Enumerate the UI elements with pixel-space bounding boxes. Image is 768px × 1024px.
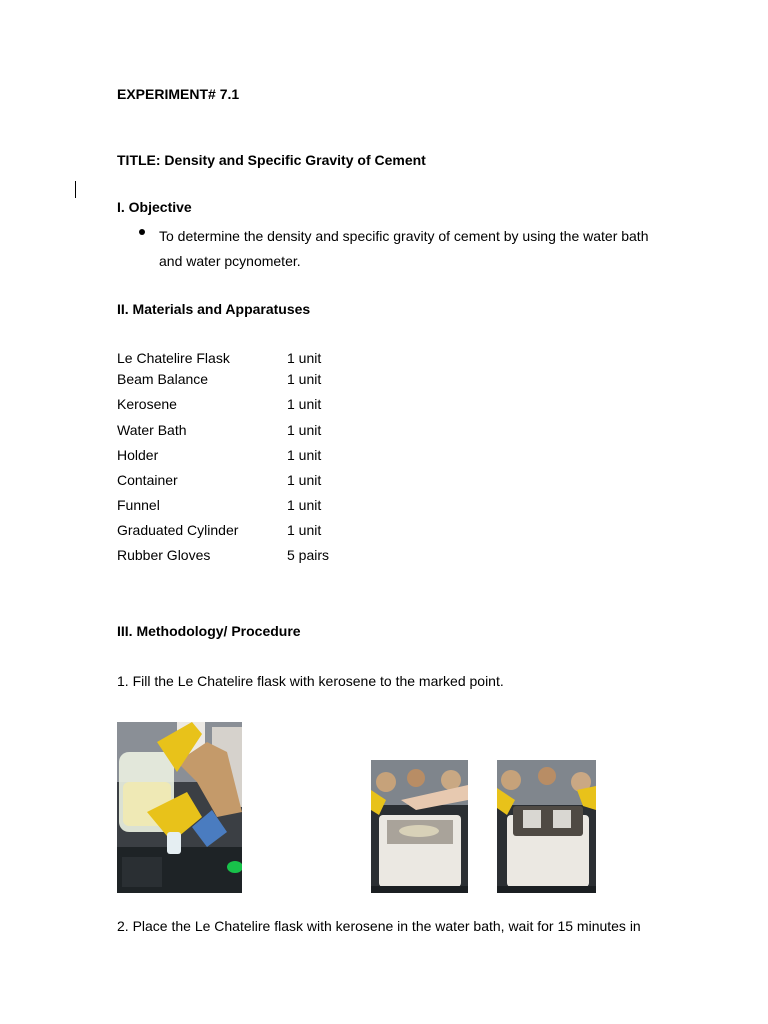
material-qty: 5 pairs [287,547,330,563]
material-qty: 1 unit [287,396,322,412]
materials-heading: II. Materials and Apparatuses [117,301,311,317]
material-name: Rubber Gloves [117,547,211,563]
material-qty: 1 unit [287,522,322,538]
material-qty: 1 unit [287,447,322,463]
document-title: TITLE: Density and Specific Gravity of Cement [117,152,426,168]
material-name: Kerosene [117,396,177,412]
photo-pouring-kerosene [117,722,242,893]
material-name: Holder [117,447,159,463]
procedure-step: 1. Fill the Le Chatelire flask with kerosene to the marked point. [117,673,504,689]
material-name: Beam Balance [117,371,209,387]
material-name: Le Chatelire Flask [117,350,230,366]
bullet-icon [139,229,145,235]
objective-heading: I. Objective [117,199,192,215]
material-qty: 1 unit [287,497,322,513]
objective-item: To determine the density and specific gravity of cement by using the water bath and water pcynometer. [159,228,649,269]
experiment-heading: EXPERIMENT# 7.1 [117,86,240,102]
photo-water-bath-covered [497,760,596,893]
methodology-heading: III. Methodology/ Procedure [117,623,301,639]
photo-water-bath-open [371,760,468,893]
procedure-step: 2. Place the Le Chatelire flask with kerosene in the water bath, wait for 15 minutes in [117,918,641,934]
material-qty: 1 unit [287,350,322,366]
material-qty: 1 unit [287,422,322,438]
material-qty: 1 unit [287,371,322,387]
material-name: Graduated Cylinder [117,522,239,538]
material-name: Container [117,472,178,488]
material-name: Water Bath [117,422,187,438]
material-qty: 1 unit [287,472,322,488]
text-cursor [75,181,76,198]
material-name: Funnel [117,497,160,513]
